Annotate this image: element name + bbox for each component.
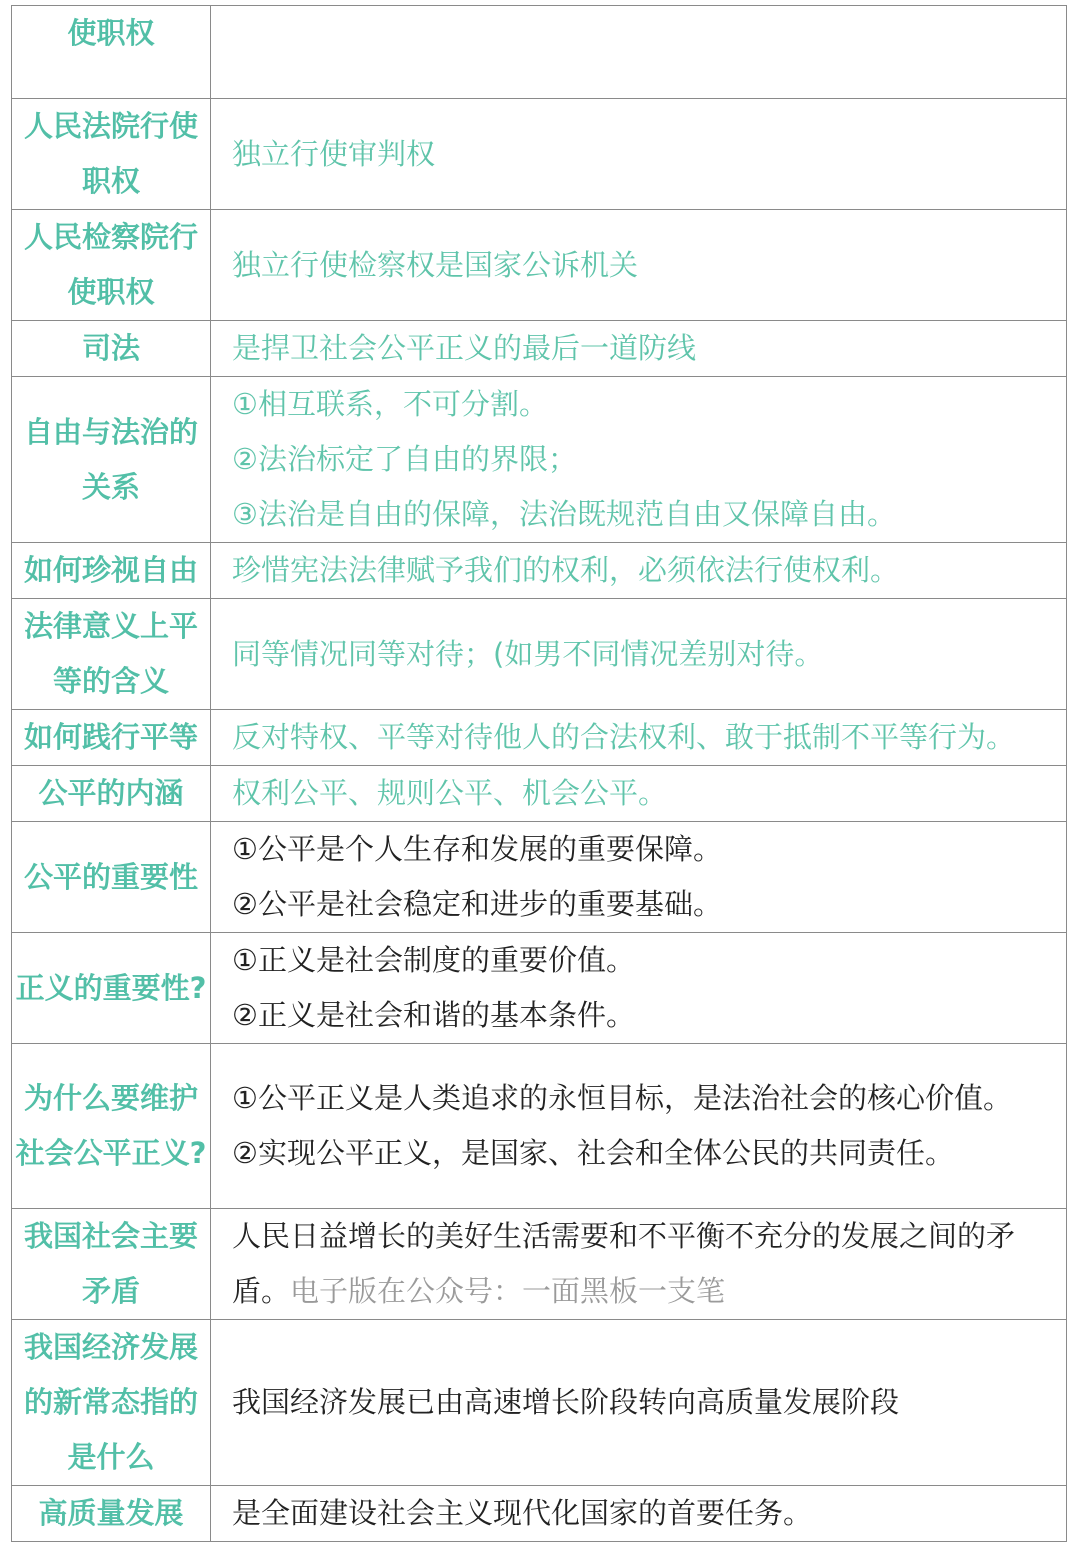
description-line: ②公平是社会稳定和进步的重要基础。 [232, 887, 722, 921]
description-text: 人民日益增长的美好生活需要和不平衡不充分的发展之间的矛盾。 [232, 1219, 1016, 1308]
term-cell: 如何践行平等 [12, 710, 211, 766]
description-line: 独立行使审判权 [232, 136, 436, 171]
description-line: ①正义是社会制度的重要价值。 [232, 943, 635, 977]
term-cell: 我国经济发展的新常态指的是什么 [12, 1320, 211, 1486]
term-cell: 使职权 [12, 6, 211, 99]
description-line: 反对特权、平等对待他人的合法权利、敢于抵制不平等行为。 [232, 720, 1016, 754]
description-line: ①相互联系，不可分割。 [232, 387, 548, 421]
description-line: 珍惜宪法法律赋予我们的权利，必须依法行使权利。 [232, 553, 900, 587]
table-row [12, 1486, 1067, 1542]
description-line: ③法治是自由的保障，法治既规范自由又保障自由。 [232, 497, 896, 531]
table-row [12, 321, 1067, 377]
description-cell [211, 766, 1067, 822]
description-cell [211, 599, 1067, 710]
description-cell [211, 543, 1067, 599]
description-line: ②正义是社会和谐的基本条件。 [232, 998, 635, 1032]
table-row [12, 1044, 1067, 1209]
description-cell [211, 210, 1067, 321]
description-line: ①公平正义是人类追求的永恒目标，是法治社会的核心价值。 [232, 1081, 1012, 1115]
table-row [12, 822, 1067, 933]
description-line: 独立行使检察权是国家公诉机关 [232, 247, 639, 282]
term-cell: 公平的内涵 [12, 766, 211, 822]
term-cell: 高质量发展 [12, 1486, 211, 1542]
description-line: ①公平是个人生存和发展的重要保障。 [232, 832, 722, 866]
term-cell: 我国社会主要矛盾 [12, 1209, 211, 1320]
table-row [12, 6, 1067, 99]
description-cell [211, 933, 1067, 1044]
table-row [12, 933, 1067, 1044]
source-note: 电子版在公众号：一面黑板一支笔 [290, 1274, 726, 1308]
description-cell [211, 822, 1067, 933]
table-row [12, 1320, 1067, 1486]
table-row [12, 599, 1067, 710]
term-cell: 如何珍视自由 [12, 543, 211, 599]
description-cell [211, 1209, 1067, 1320]
table-row [12, 1209, 1067, 1320]
description-line: 我国经济发展已由高速增长阶段转向高质量发展阶段 [232, 1385, 900, 1419]
term-cell: 正义的重要性? [12, 933, 211, 1044]
description-line: 同等情况同等对待；(如男不同情况差别对待。 [232, 636, 824, 671]
term-cell: 人民检察院行使职权 [12, 210, 211, 321]
term-cell: 法律意义上平等的含义 [12, 599, 211, 710]
description-cell [211, 1486, 1067, 1542]
term-cell: 为什么要维护社会公平正义? [12, 1044, 211, 1209]
description-line: ②实现公平正义，是国家、社会和全体公民的共同责任。 [232, 1136, 954, 1170]
study-notes-table [11, 5, 1067, 1542]
description-cell [211, 6, 1067, 99]
description-cell [211, 710, 1067, 766]
description-cell [211, 321, 1067, 377]
term-cell: 人民法院行使职权 [12, 99, 211, 210]
table-row [12, 99, 1067, 210]
table-row [12, 543, 1067, 599]
description-cell [211, 377, 1067, 543]
table-row [12, 710, 1067, 766]
term-cell: 自由与法治的关系 [12, 377, 211, 543]
table-row [12, 766, 1067, 822]
term-cell: 司法 [12, 321, 211, 377]
description-cell [211, 99, 1067, 210]
description-line: 是全面建设社会主义现代化国家的首要任务。 [232, 1496, 813, 1530]
description-cell [211, 1320, 1067, 1486]
table-row [12, 210, 1067, 321]
description-line: 是捍卫社会公平正义的最后一道防线 [232, 331, 697, 365]
description-cell [211, 1044, 1067, 1209]
description-line: 权利公平、规则公平、机会公平。 [232, 776, 668, 810]
table-row [12, 377, 1067, 543]
term-cell: 公平的重要性 [12, 822, 211, 933]
description-line: ②法治标定了自由的界限； [232, 442, 577, 476]
